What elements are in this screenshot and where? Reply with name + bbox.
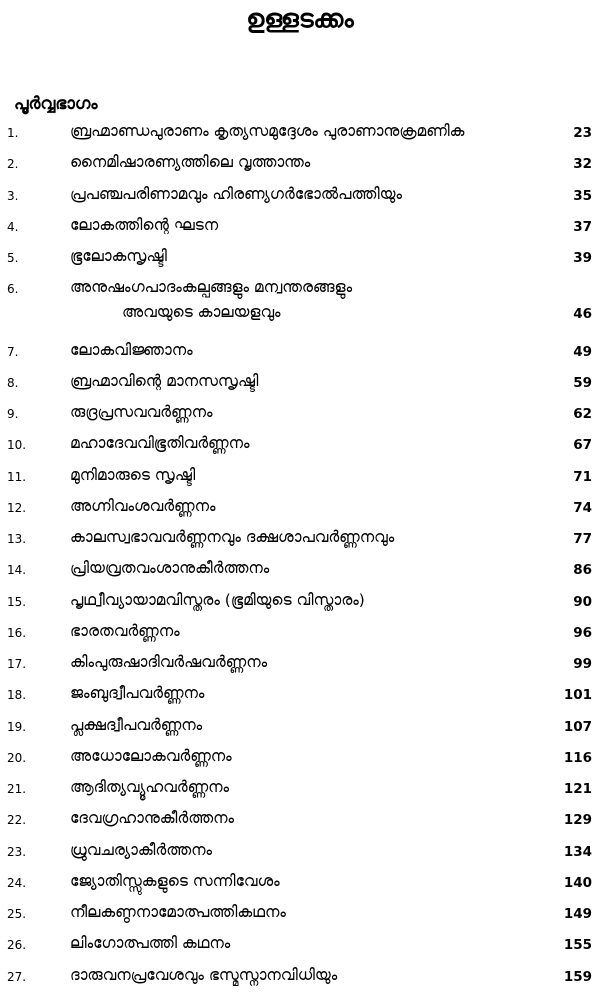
entry-page-number: 39	[573, 250, 592, 266]
entry-title: ജംബുദ്വീപവർണ്ണനം	[70, 684, 205, 703]
entry-page-number: 121	[563, 781, 592, 797]
toc-entry	[0, 275, 600, 323]
entry-page-number: 107	[563, 718, 592, 735]
entry-number: 21.	[7, 782, 27, 796]
entry-title: ദേവഗ്രഹാനുകീർത്തനം	[70, 809, 234, 828]
toc-entry	[0, 900, 600, 932]
toc-entry	[0, 400, 600, 432]
entry-title: ലിംഗോത്പത്തി കഥനം	[70, 934, 231, 953]
entry-page-number: 59	[573, 374, 592, 391]
entry-number: 10.	[7, 438, 27, 453]
entry-page-number: 67	[573, 437, 592, 454]
entry-title: കിംപുരുഷാദിവർഷവർണ്ണനം	[70, 653, 268, 671]
toc-entry	[0, 182, 600, 214]
entry-title: മുനിമാരുടെ സൃഷ്ടി	[70, 465, 196, 484]
toc-entry	[0, 119, 600, 151]
entry-title: പ്രപഞ്ചപരിണാമവും ഹിരണ്യഗർഭോൽപത്തിയും	[70, 184, 402, 203]
entry-page-number: 23	[573, 125, 592, 141]
entry-number: 26.	[7, 938, 27, 953]
toc-entry	[0, 806, 600, 838]
entry-number: 12.	[7, 500, 27, 515]
toc-entry	[0, 713, 600, 745]
entry-number: 14.	[7, 563, 27, 578]
entry-number: 9.	[7, 407, 19, 421]
toc-entry	[0, 338, 600, 370]
entry-page-number: 116	[563, 749, 592, 766]
toc-entry	[0, 838, 600, 870]
toc-entry	[0, 681, 600, 713]
entry-title: പൃഥ്വീവ്യായാമവിസ്തരം (ഭൂമിയുടെ വിസ്താരം)	[70, 590, 365, 609]
entry-title: കാലസ്വഭാവവർണ്ണനവും ദക്ഷശാപവർണ്ണനവും	[70, 528, 395, 546]
entry-number: 6.	[7, 282, 19, 297]
entry-number: 20.	[7, 750, 27, 765]
entry-page-number: 74	[573, 499, 592, 516]
entry-title: ജ്യോതിസ്സുകളുടെ സന്നിവേശം	[70, 871, 280, 890]
toc-entry	[0, 463, 600, 495]
entry-title: ലോകവിജ്ഞാനം	[70, 340, 193, 359]
entry-page-number: 37	[573, 218, 592, 235]
toc-entry	[0, 963, 600, 995]
entry-page-number: 140	[563, 874, 592, 891]
toc-entry	[0, 931, 600, 963]
entry-page-number: 32	[573, 156, 592, 173]
section-heading: പൂർവ്വഭാഗം	[14, 94, 98, 114]
entry-page-number: 96	[573, 624, 592, 641]
entry-title: ബ്രഹ്മാവിന്റെ മാനസസൃഷ്ടി	[70, 371, 259, 390]
entry-number: 15.	[7, 594, 27, 609]
entry-title: മഹാദേവവിഭൂതിവർണ്ണനം	[70, 434, 250, 453]
toc-entry	[0, 744, 600, 776]
entry-number: 22.	[7, 813, 27, 828]
entry-number: 16.	[7, 625, 27, 640]
entry-number: 18.	[7, 688, 27, 703]
entry-title: അധോലോകവർണ്ണനം	[70, 746, 232, 765]
toc-entry	[0, 650, 600, 682]
entry-title: ഭാരതവർണ്ണനം	[70, 621, 180, 640]
entry-page-number: 101	[563, 687, 592, 704]
entry-title-continued: അവയുടെ കാലയളവും	[122, 303, 281, 322]
toc-entry	[0, 588, 600, 620]
entry-page-number: 129	[563, 812, 592, 829]
toc-entry	[0, 494, 600, 526]
entry-page-number: 149	[563, 906, 592, 922]
toc-entry	[0, 525, 600, 557]
entry-title: ദാരുവനപ്രവേശവും ഭസ്മസ്നാനവിധിയും	[70, 965, 338, 984]
toc-entry	[0, 619, 600, 651]
entry-title: പ്രിയവ്രതവംശാനുകീർത്തനം	[70, 559, 270, 578]
toc-entry	[0, 369, 600, 401]
entry-title: നീലകണ്ഠനാമോത്പത്തികഥനം	[70, 903, 286, 921]
entry-title: അഗ്നിവംശവർണ്ണനം	[70, 496, 216, 515]
entry-title: ഭൂലോകസൃഷ്ടി	[70, 247, 167, 265]
entry-number: 11.	[7, 469, 27, 484]
entry-page-number: 86	[573, 562, 592, 579]
entry-page-number: 90	[573, 593, 592, 610]
entry-page-number: 134	[563, 843, 592, 860]
entry-number: 1.	[7, 126, 19, 140]
toc-entry	[0, 431, 600, 463]
page-title: ഉള്ളടക്കം	[246, 4, 354, 33]
entry-number: 13.	[7, 532, 27, 546]
entry-number: 3.	[7, 188, 19, 203]
entry-title: പ്ലക്ഷദ്വീപവർണ്ണനം	[70, 715, 203, 734]
toc-entry	[0, 775, 600, 807]
entry-page-number: 35	[573, 187, 592, 204]
entry-page-number: 71	[573, 468, 592, 485]
entry-title: ലോകത്തിന്റെ ഘടന	[70, 215, 219, 234]
entry-title: ധ്രുവചര്യാകീർത്തനം	[70, 840, 212, 859]
entry-title: അനുഷംഗപാദംകല്പങ്ങളും മന്വന്തരങ്ങളും	[70, 278, 353, 297]
entry-page-number: 155	[563, 937, 592, 954]
entry-number: 27.	[7, 969, 27, 984]
toc-entry	[0, 556, 600, 588]
entry-number: 24.	[7, 875, 27, 890]
toc-entry	[0, 150, 600, 182]
entry-number: 4.	[7, 219, 19, 234]
entry-number: 7.	[7, 344, 19, 359]
entry-number: 8.	[7, 375, 19, 390]
entry-page-number: 62	[573, 406, 592, 422]
toc-entry	[0, 244, 600, 276]
entry-number: 19.	[7, 719, 27, 734]
entry-title: ആദിത്യവ്യൂഹവർണ്ണനം	[70, 778, 230, 796]
entry-number: 17.	[7, 657, 27, 671]
entry-number: 2.	[7, 157, 19, 172]
toc-entry	[0, 213, 600, 245]
entry-page-number: 99	[573, 656, 592, 672]
entry-title: നൈമിഷാരണ്യത്തിലെ വൃത്താന്തം	[70, 153, 311, 172]
entry-title: രുദ്രപ്രസവവർണ്ണനം	[70, 403, 213, 421]
entry-number: 5.	[7, 251, 19, 265]
entry-page-number: 159	[563, 968, 592, 985]
entry-page-number: 46	[573, 306, 592, 323]
entry-number: 23.	[7, 844, 27, 859]
entry-title: ബ്രഹ്മാണ്ഡപുരാണം കൃത്യസമുദ്ദേശം പുരാണാനുക്രമണിക	[70, 122, 465, 140]
toc-entry	[0, 869, 600, 901]
entry-page-number: 49	[573, 343, 592, 360]
entry-page-number: 77	[573, 531, 592, 547]
entry-number: 25.	[7, 907, 27, 921]
